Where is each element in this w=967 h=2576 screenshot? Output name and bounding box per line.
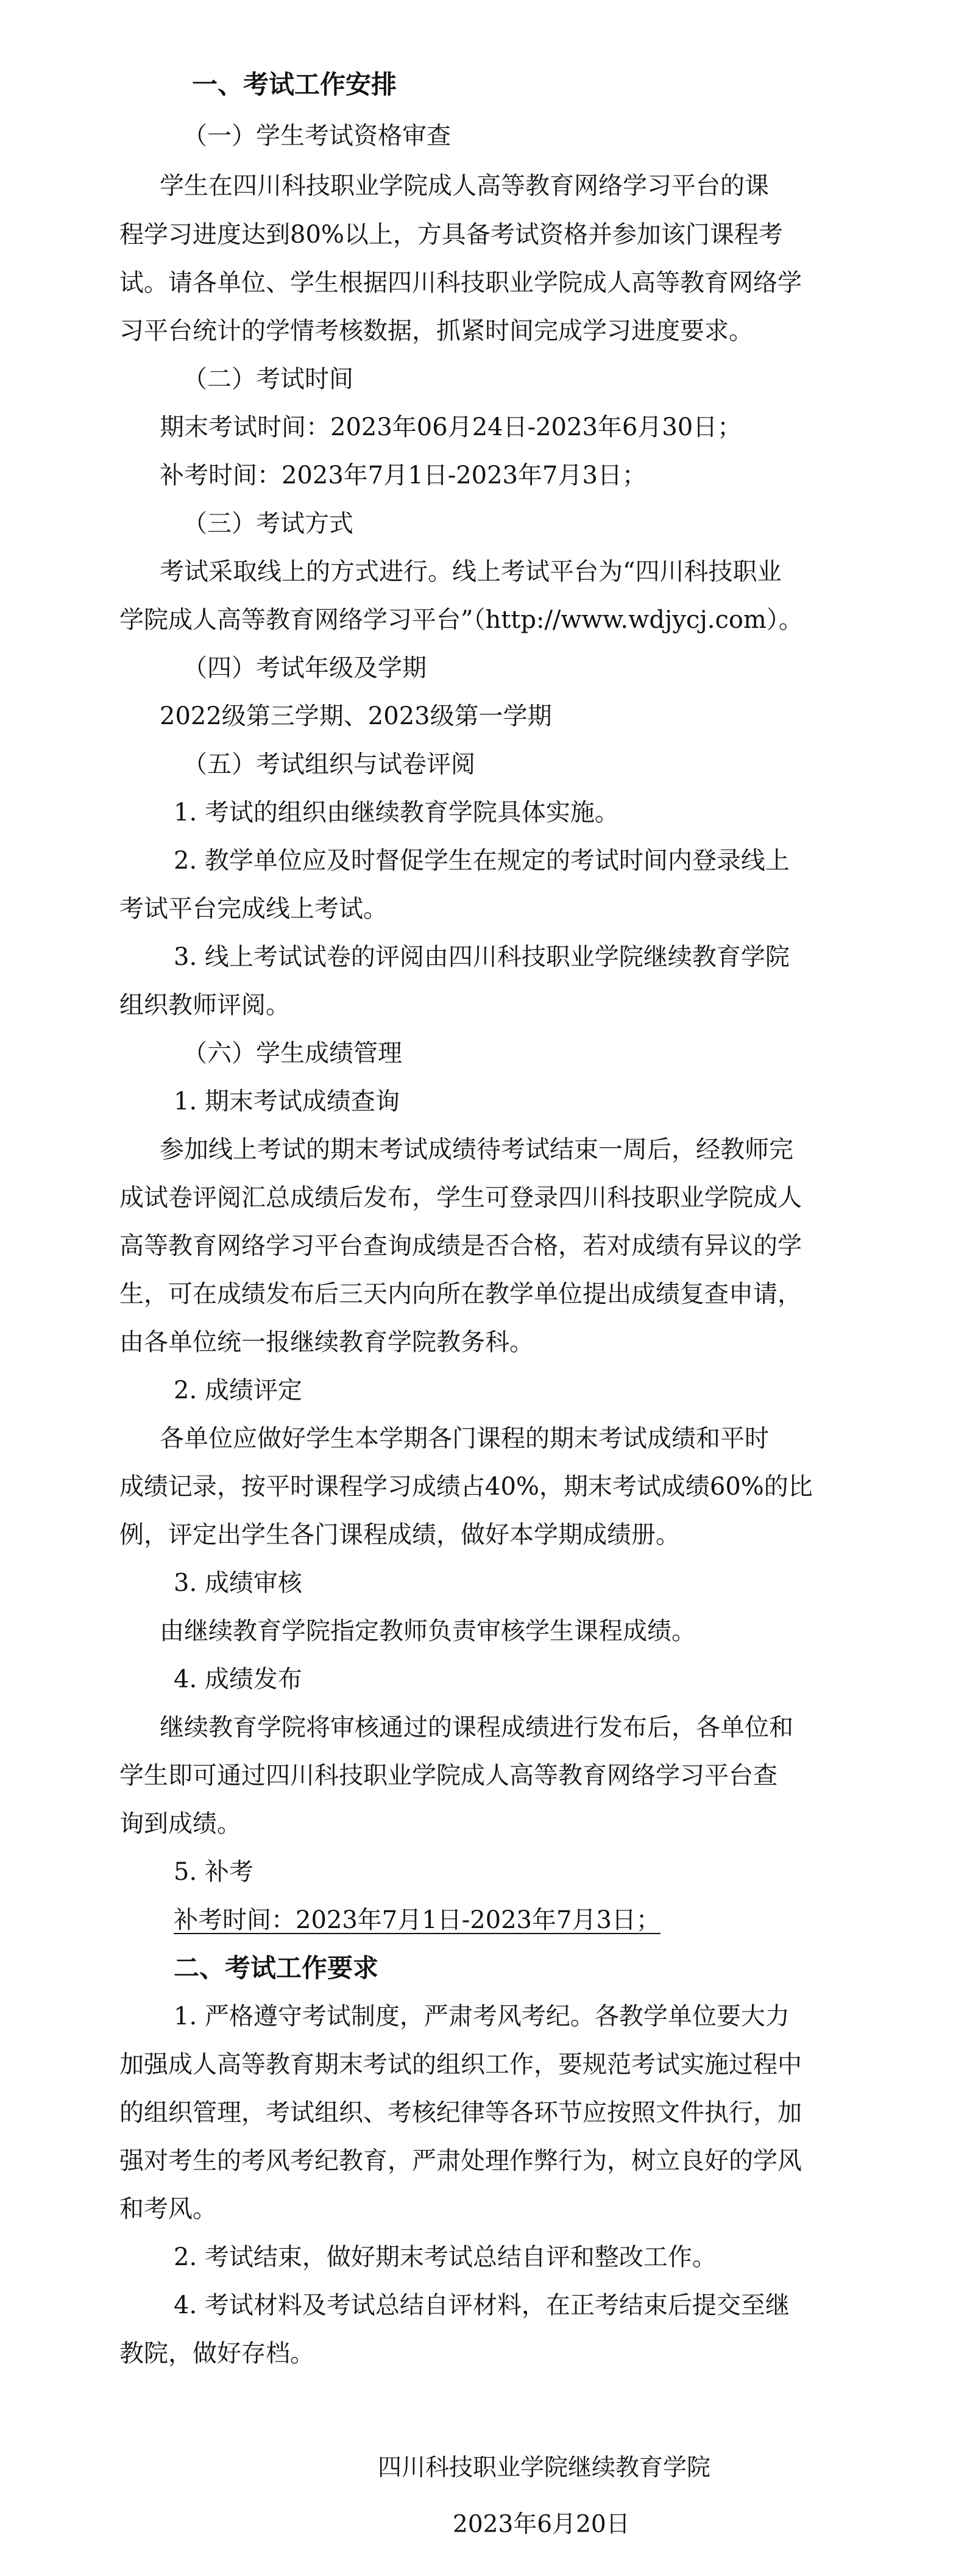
list-item: 4. 成绩发布 bbox=[174, 1665, 302, 1693]
paragraph-line: 习平台统计的学情考核数据，抓紧时间完成学习进度要求。 bbox=[119, 317, 753, 345]
list-item: 2. 教学单位应及时督促学生在规定的考试时间内登录线上 bbox=[174, 847, 790, 875]
list-item: 2. 考试结束，做好期末考试总结自评和整改工作。 bbox=[174, 2243, 717, 2271]
paragraph-line: 参加线上考试的期末考试成绩待考试结束一周后，经教师完 bbox=[160, 1136, 793, 1164]
paragraph-line: 学生即可通过四川科技职业学院成人高等教育网络学习平台查 bbox=[119, 1762, 777, 1790]
paragraph-line: 试。请各单位、学生根据四川科技职业学院成人高等教育网络学 bbox=[119, 269, 802, 297]
signature-date: 2023年6月20日 bbox=[453, 2511, 630, 2538]
paragraph-line: 成试卷评阅汇总成绩后发布，学生可登录四川科技职业学院成人 bbox=[119, 1184, 802, 1212]
paragraph-line: 由继续教育学院指定教师负责审核学生课程成绩。 bbox=[160, 1617, 696, 1645]
paragraph-line: 各单位应做好学生本学期各门课程的期末考试成绩和平时 bbox=[160, 1425, 769, 1453]
subheading-exam-time: （二）考试时间 bbox=[183, 365, 353, 393]
subheading-exam-organization: （五）考试组织与试卷评阅 bbox=[183, 750, 475, 778]
list-item: 1. 严格遵守考试制度，严肃考风考纪。各教学单位要大力 bbox=[174, 2002, 790, 2030]
list-item: 3. 线上考试试卷的评阅由四川科技职业学院继续教育学院 bbox=[174, 943, 790, 971]
subheading-grade-semester: （四）考试年级及学期 bbox=[183, 654, 427, 682]
paragraph-line: 和考风。 bbox=[119, 2195, 217, 2223]
paragraph-line: 由各单位统一报继续教育学院教务科。 bbox=[119, 1328, 534, 1356]
paragraph-line: 询到成绩。 bbox=[119, 1810, 241, 1838]
paragraph-line: 成绩记录，按平时课程学习成绩占40%，期末考试成绩60%的比 bbox=[119, 1473, 813, 1501]
paragraph-line: 加强成人高等教育期末考试的组织工作，要规范考试实施过程中 bbox=[119, 2051, 802, 2079]
paragraph-line: 例，评定出学生各门课程成绩，做好本学期成绩册。 bbox=[119, 1521, 680, 1549]
makeup-time-underlined: 补考时间：2023年7月1日-2023年7月3日； bbox=[174, 1906, 661, 1934]
paragraph-line: 的组织管理，考试组织、考核纪律等各环节应按照文件执行，加 bbox=[119, 2099, 802, 2127]
paragraph-line: 考试平台完成线上考试。 bbox=[119, 895, 388, 923]
paragraph-line: 程学习进度达到80%以上，方具备考试资格并参加该门课程考 bbox=[119, 221, 783, 249]
final-exam-time: 期末考试时间：2023年06月24日-2023年6月30日； bbox=[160, 413, 742, 441]
section-heading-exam-arrangement: 一、考试工作安排 bbox=[192, 69, 397, 99]
list-item: 2. 成绩评定 bbox=[174, 1376, 302, 1404]
paragraph-line: 高等教育网络学习平台查询成绩是否合格，若对成绩有异议的学 bbox=[119, 1232, 802, 1260]
paragraph-line: 学院成人高等教育网络学习平台”（http://www.wdjycj.com）。 bbox=[119, 606, 803, 634]
list-item: 1. 期末考试成绩查询 bbox=[174, 1087, 400, 1115]
list-item: 3. 成绩审核 bbox=[174, 1569, 302, 1597]
paragraph-line: 继续教育学院将审核通过的课程成绩进行发布后，各单位和 bbox=[160, 1713, 793, 1742]
paragraph-line: 考试采取线上的方式进行。线上考试平台为“四川科技职业 bbox=[160, 558, 782, 586]
paragraph-line: 教院，做好存档。 bbox=[119, 2339, 314, 2368]
subheading-eligibility: （一）学生考试资格审查 bbox=[183, 122, 451, 150]
paragraph-line: 强对考生的考风考纪教育，严肃处理作弊行为，树立良好的学风 bbox=[119, 2147, 802, 2175]
signature-organization: 四川科技职业学院继续教育学院 bbox=[378, 2454, 711, 2482]
section-heading-exam-requirements: 二、考试工作要求 bbox=[174, 1953, 379, 1983]
subheading-score-management: （六）学生成绩管理 bbox=[183, 1039, 402, 1067]
paragraph-line: 生，可在成绩发布后三天内向所在教学单位提出成绩复查申请， bbox=[119, 1280, 802, 1308]
grade-semester-text: 2022级第三学期、2023级第一学期 bbox=[160, 702, 552, 730]
list-item: 1. 考试的组织由继续教育学院具体实施。 bbox=[174, 799, 619, 827]
list-item: 4. 考试材料及考试总结自评材料，在正考结束后提交至继 bbox=[174, 2291, 790, 2319]
paragraph-line: 组织教师评阅。 bbox=[119, 991, 290, 1019]
makeup-exam-time: 补考时间：2023年7月1日-2023年7月3日； bbox=[160, 461, 646, 489]
subheading-exam-method: （三）考试方式 bbox=[183, 510, 353, 538]
list-item-makeup: 5. 补考 bbox=[174, 1858, 253, 1886]
paragraph-line: 学生在四川科技职业学院成人高等教育网络学习平台的课 bbox=[160, 172, 769, 200]
